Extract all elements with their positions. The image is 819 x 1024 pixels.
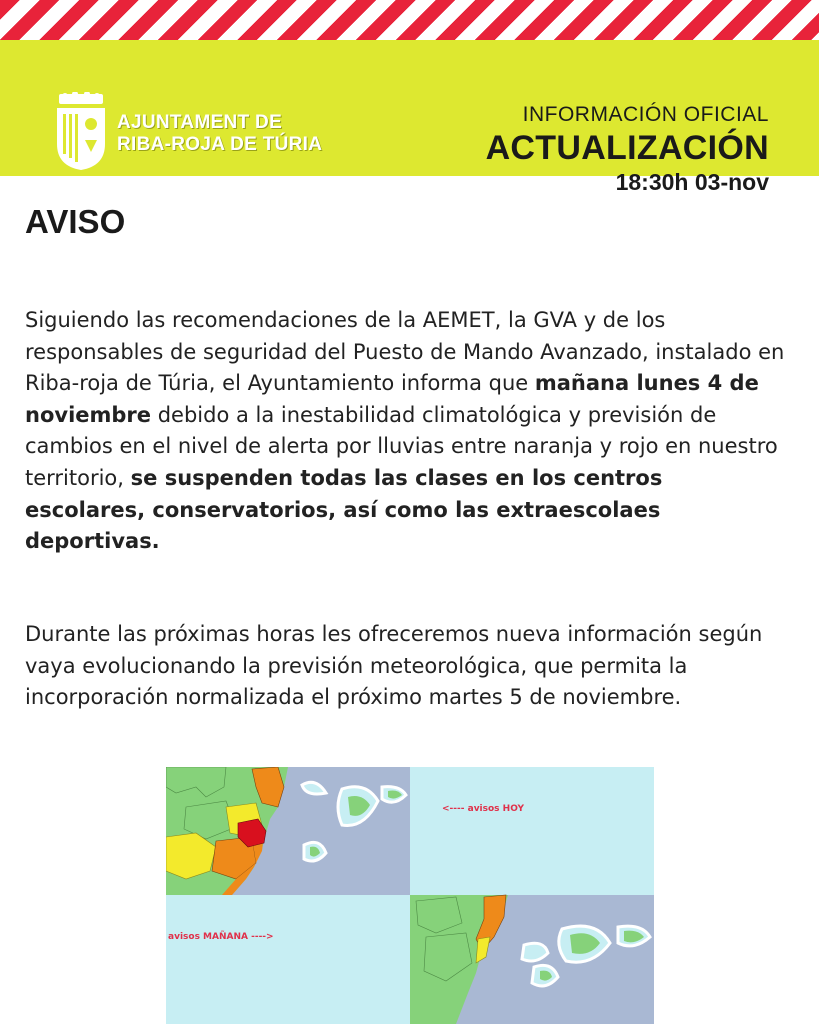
- p1-text-b: debido a la inestabilidad climatológica y previsión de cambios en el nivel de alerta por lluvias entre naranja y rojo en nuestro territorio,: [25, 402, 778, 490]
- town-name: [117, 112, 322, 156]
- p1-bold-date: mañana lunes 4 de noviembre: [25, 371, 759, 427]
- alert-maps-image: [166, 767, 654, 1024]
- p1-text-a: Siguiendo las recomendaciones de la AEMET, la GVA y de los responsables de seguridad del Puesto de Mando Avanzado, instalado en Riba-roja de Túria, el Ayuntamiento informa que: [25, 308, 785, 396]
- warning-stripes: [0, 0, 819, 40]
- town-line-1: AJUNTAMENT DE: [117, 112, 283, 133]
- map-label-today: <---- avisos HOY: [442, 804, 525, 814]
- update-timestamp: 18:30h 03-nov: [615, 169, 769, 195]
- notice-paragraph-1: [25, 305, 785, 558]
- header-banner: [0, 40, 819, 195]
- notice-paragraph-2: Durante las próximas horas les ofreceremos nueva información según vaya evolucionando la previsión meteorológica, que permita la incorporación normalizada el próximo martes 5 de noviembre.: [25, 622, 763, 710]
- map-label-tomorrow: avisos MAÑANA ---->: [168, 932, 274, 942]
- notice-title: AVISO: [25, 203, 126, 240]
- town-line-2: RIBA-ROJA DE TÚRIA: [117, 134, 323, 155]
- p1-bold-suspension: se suspenden todas las clases en los centros escolares, conservatorios, así como las extraescolaes deportivas.: [25, 465, 663, 554]
- update-label: ACTUALIZACIÓN: [485, 129, 769, 167]
- town-crest-icon: [55, 92, 107, 172]
- official-info-label: INFORMACIÓN OFICIAL: [522, 103, 769, 126]
- official-info-block: [486, 102, 769, 196]
